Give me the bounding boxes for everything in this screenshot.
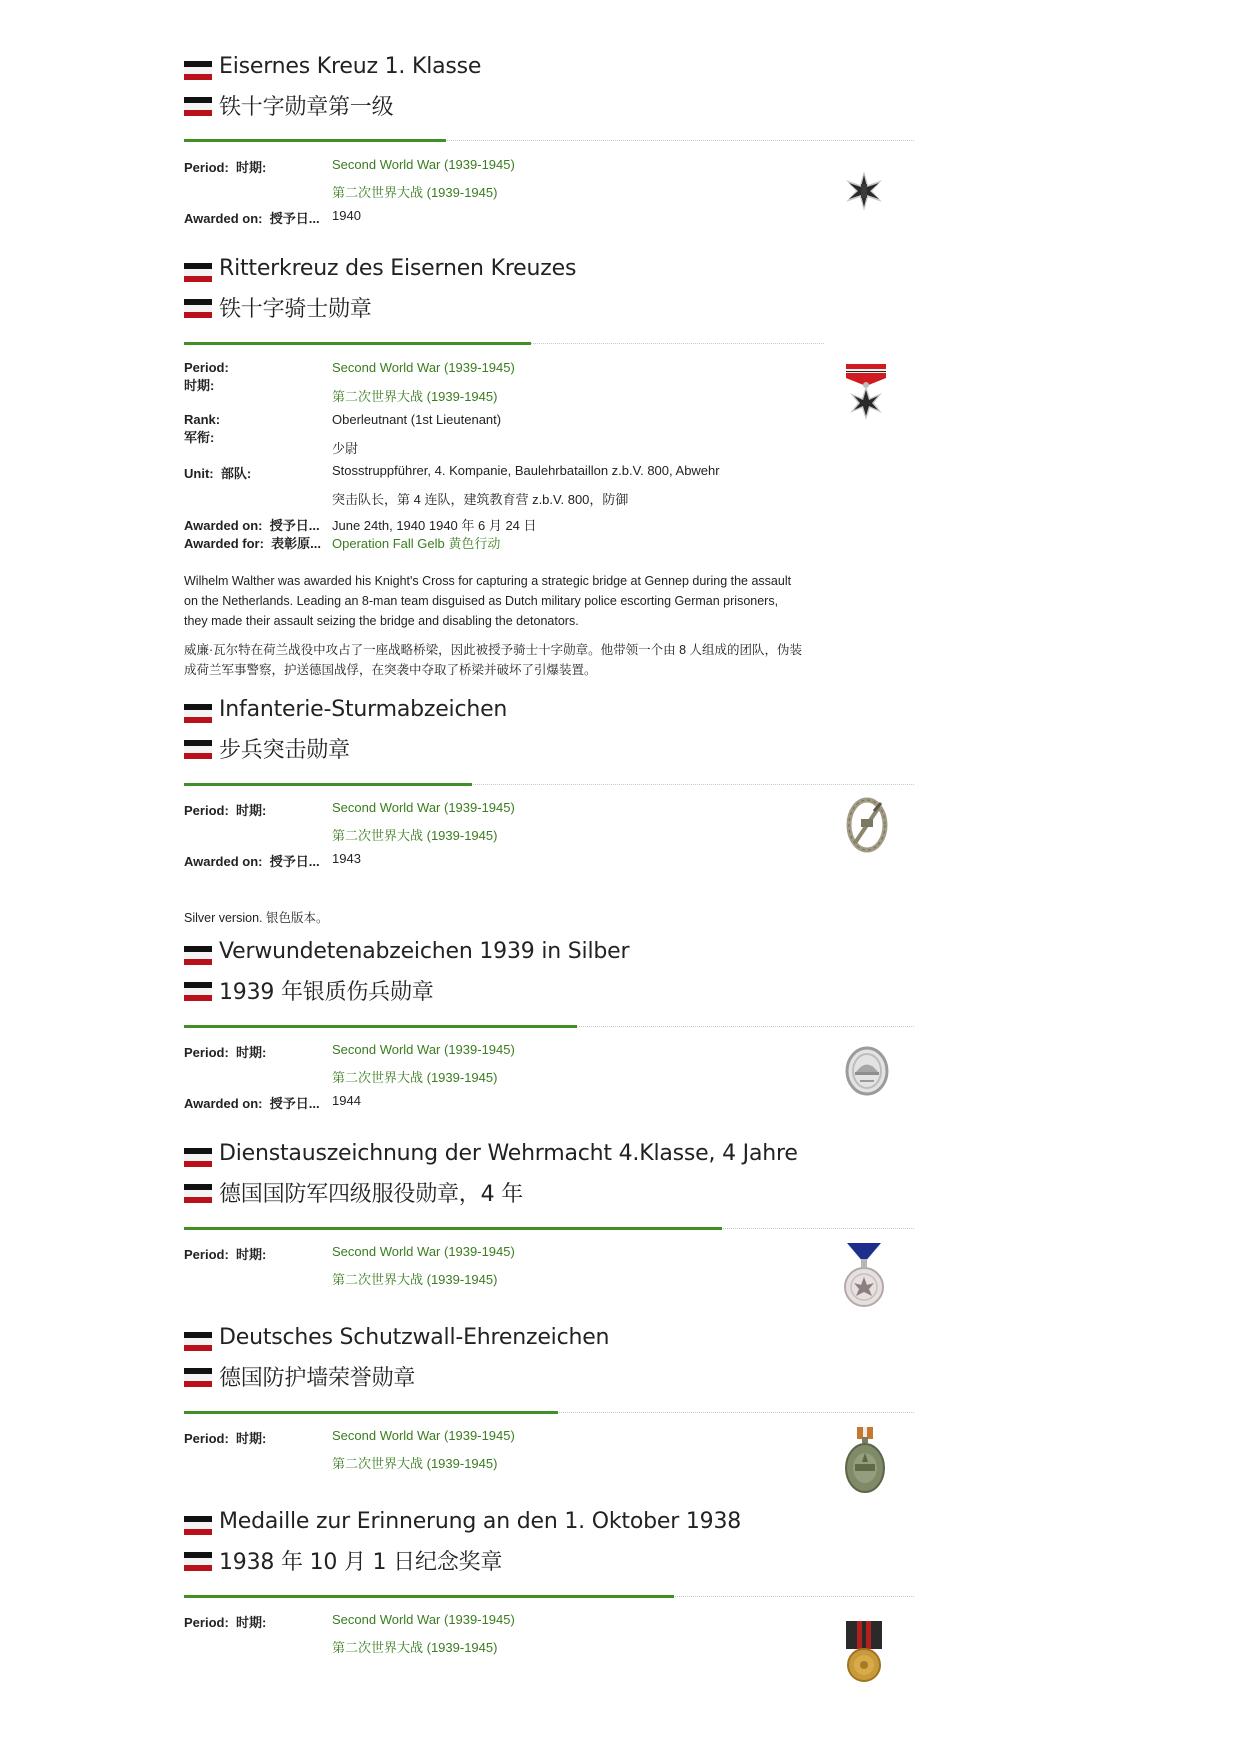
entry-title-row <box>184 288 884 328</box>
period-value: Second World War (1939-1945) <box>332 1042 515 1057</box>
awarded-for-value: Operation Fall Gelb 黄色行动 <box>332 536 501 551</box>
medal-entry <box>184 1321 924 1501</box>
period-label: Period: 时期: <box>184 1615 267 1630</box>
imperial-flag-icon <box>184 740 212 759</box>
imperial-flag-icon <box>184 1184 212 1203</box>
medal-entry <box>184 935 924 1115</box>
knights-cross-icon <box>843 360 889 420</box>
description-en: Wilhelm Walther was awarded his Knight's Cross for capturing a strategic bridge at Gennep during the assault on the Netherlands. Leading an 8-man team disguised as Dutch military police escorting German prisoners, they made their assault seizing the bridge and disabling the detonators. <box>184 574 792 628</box>
section-divider <box>184 140 914 142</box>
section-divider <box>184 1596 914 1598</box>
iron-cross-icon <box>842 168 886 214</box>
period-value: Second World War (1939-1945) <box>332 1428 515 1443</box>
entry-title-row <box>184 1357 884 1397</box>
awarded-on-value: 1943 <box>332 851 361 866</box>
section-divider <box>184 1412 914 1414</box>
imperial-flag-icon <box>184 946 212 965</box>
period-label: Period: 时期: <box>184 160 267 175</box>
awarded-on-value: 1940 <box>332 208 361 223</box>
entry-title-row <box>184 1137 914 1177</box>
awarded-on-label: Awarded on: 授予日... <box>184 211 320 226</box>
westwall-medal-icon <box>843 1425 887 1495</box>
unit-value-cn: 突击队长，第 4 连队，建筑教育营 z.b.V. 800，防御 <box>332 492 629 507</box>
period-label: Period: 时期: <box>184 803 267 818</box>
entry-title-cn: 步兵突击勋章 <box>219 738 350 763</box>
period-value-cn: 第二次世界大战 (1939-1945) <box>332 1070 498 1085</box>
entry-title-cn: 德国防护墙荣誉勋章 <box>219 1366 416 1391</box>
rank-label-cn: 军衔: <box>184 430 215 445</box>
period-value-cn: 第二次世界大战 (1939-1945) <box>332 1456 498 1471</box>
medal-entry <box>184 1505 924 1685</box>
entry-title-row <box>184 935 884 975</box>
entry-title-row <box>184 50 884 90</box>
entry-title-de: Medaille zur Erinnerung an den 1. Oktober 1938 <box>219 1509 742 1534</box>
awarded-on-value: 1944 <box>332 1093 361 1108</box>
section-divider <box>184 1026 914 1028</box>
rank-label: Rank: <box>184 412 221 427</box>
entry-title-row <box>184 1173 884 1213</box>
period-label: Period: <box>184 360 229 375</box>
period-value-cn: 第二次世界大战 (1939-1945) <box>332 389 498 404</box>
entry-title-cn: 1939 年银质伤兵勋章 <box>219 980 434 1005</box>
unit-label: Unit: 部队: <box>184 466 252 481</box>
entry-title-cn: 德国国防军四级服役勋章，4 年 <box>219 1182 523 1207</box>
entry-title-de: Eisernes Kreuz 1. Klasse <box>219 54 482 79</box>
entry-title-row <box>184 729 884 769</box>
period-value-cn: 第二次世界大战 (1939-1945) <box>332 828 498 843</box>
imperial-flag-icon <box>184 1332 212 1351</box>
period-value-cn: 第二次世界大战 (1939-1945) <box>332 1640 498 1655</box>
imperial-flag-icon <box>184 1516 212 1535</box>
imperial-flag-icon <box>184 97 212 116</box>
entry-title-de: Dienstauszeichnung der Wehrmacht 4.Klasse, 4 Jahre <box>219 1141 798 1166</box>
medal-entry <box>184 1137 924 1317</box>
entry-title-row <box>184 1321 884 1361</box>
entry-title-cn: 铁十字骑士勋章 <box>219 297 372 322</box>
awarded-on-label: Awarded on: 授予日... <box>184 854 320 869</box>
period-label: Period: 时期: <box>184 1247 267 1262</box>
imperial-flag-icon <box>184 704 212 723</box>
entry-title-row <box>184 86 884 126</box>
entry-title-row <box>184 252 884 292</box>
sudetenland-medal-icon <box>843 1619 885 1683</box>
period-value: Second World War (1939-1945) <box>332 800 515 815</box>
period-label: Period: 时期: <box>184 1045 267 1060</box>
awarded-for-label: Awarded for: 表彰原... <box>184 536 322 551</box>
medal-entry <box>184 252 924 682</box>
awarded-on-value: June 24th, 1940 1940 年 6 月 24 日 <box>332 518 537 533</box>
period-value-cn: 第二次世界大战 (1939-1945) <box>332 185 498 200</box>
awarded-on-label: Awarded on: 授予日... <box>184 1096 320 1111</box>
imperial-flag-icon <box>184 1368 212 1387</box>
entry-note: Silver version. 银色版本。 <box>184 911 329 925</box>
entry-title-row <box>184 971 884 1011</box>
imperial-flag-icon <box>184 263 212 282</box>
section-divider <box>184 343 824 345</box>
rank-value: Oberleutnant (1st Lieutenant) <box>332 412 502 427</box>
imperial-flag-icon <box>184 299 212 318</box>
period-value-cn: 第二次世界大战 (1939-1945) <box>332 1272 498 1287</box>
rank-value-cn: 少尉 <box>332 441 359 456</box>
medal-entry <box>184 693 924 928</box>
section-divider <box>184 784 914 786</box>
imperial-flag-icon <box>184 982 212 1001</box>
wound-badge-icon <box>844 1045 890 1097</box>
description-cn: 威廉·瓦尔特在荷兰战役中攻占了一座战略桥梁，因此被授予骑士十字勋章。他带领一个由 8 人组成的团队，伪装成荷兰军事警察，护送德国战俘，在突袭中夺取了桥梁并破坏了引爆装置。 <box>184 643 803 677</box>
period-value: Second World War (1939-1945) <box>332 157 515 172</box>
imperial-flag-icon <box>184 61 212 80</box>
entry-title-row <box>184 1541 884 1581</box>
period-value: Second World War (1939-1945) <box>332 360 515 375</box>
medal-entry <box>184 50 924 225</box>
imperial-flag-icon <box>184 1552 212 1571</box>
period-value: Second World War (1939-1945) <box>332 1244 515 1259</box>
entry-title-row <box>184 1505 884 1545</box>
period-label: Period: 时期: <box>184 1431 267 1446</box>
imperial-flag-icon <box>184 1148 212 1167</box>
entry-title-de: Deutsches Schutzwall-Ehrenzeichen <box>219 1325 610 1350</box>
section-divider <box>184 1228 914 1230</box>
period-label-cn: 时期: <box>184 378 215 393</box>
unit-value: Stosstruppführer, 4. Kompanie, Baulehrbataillon z.b.V. 800, Abwehr <box>332 463 720 478</box>
service-medal-icon <box>843 1241 885 1309</box>
entry-title-de: Infanterie-Sturmabzeichen <box>219 697 508 722</box>
entry-title-cn: 1938 年 10 月 1 日纪念奖章 <box>219 1550 503 1575</box>
entry-title-row <box>184 693 884 733</box>
infantry-assault-badge-icon <box>846 797 888 853</box>
awarded-on-label: Awarded on: 授予日... <box>184 518 320 533</box>
entry-title-cn: 铁十字勋章第一级 <box>219 95 394 120</box>
period-value: Second World War (1939-1945) <box>332 1612 515 1627</box>
entry-title-de: Ritterkreuz des Eisernen Kreuzes <box>219 256 577 281</box>
entry-title-de: Verwundetenabzeichen 1939 in Silber <box>219 939 630 964</box>
